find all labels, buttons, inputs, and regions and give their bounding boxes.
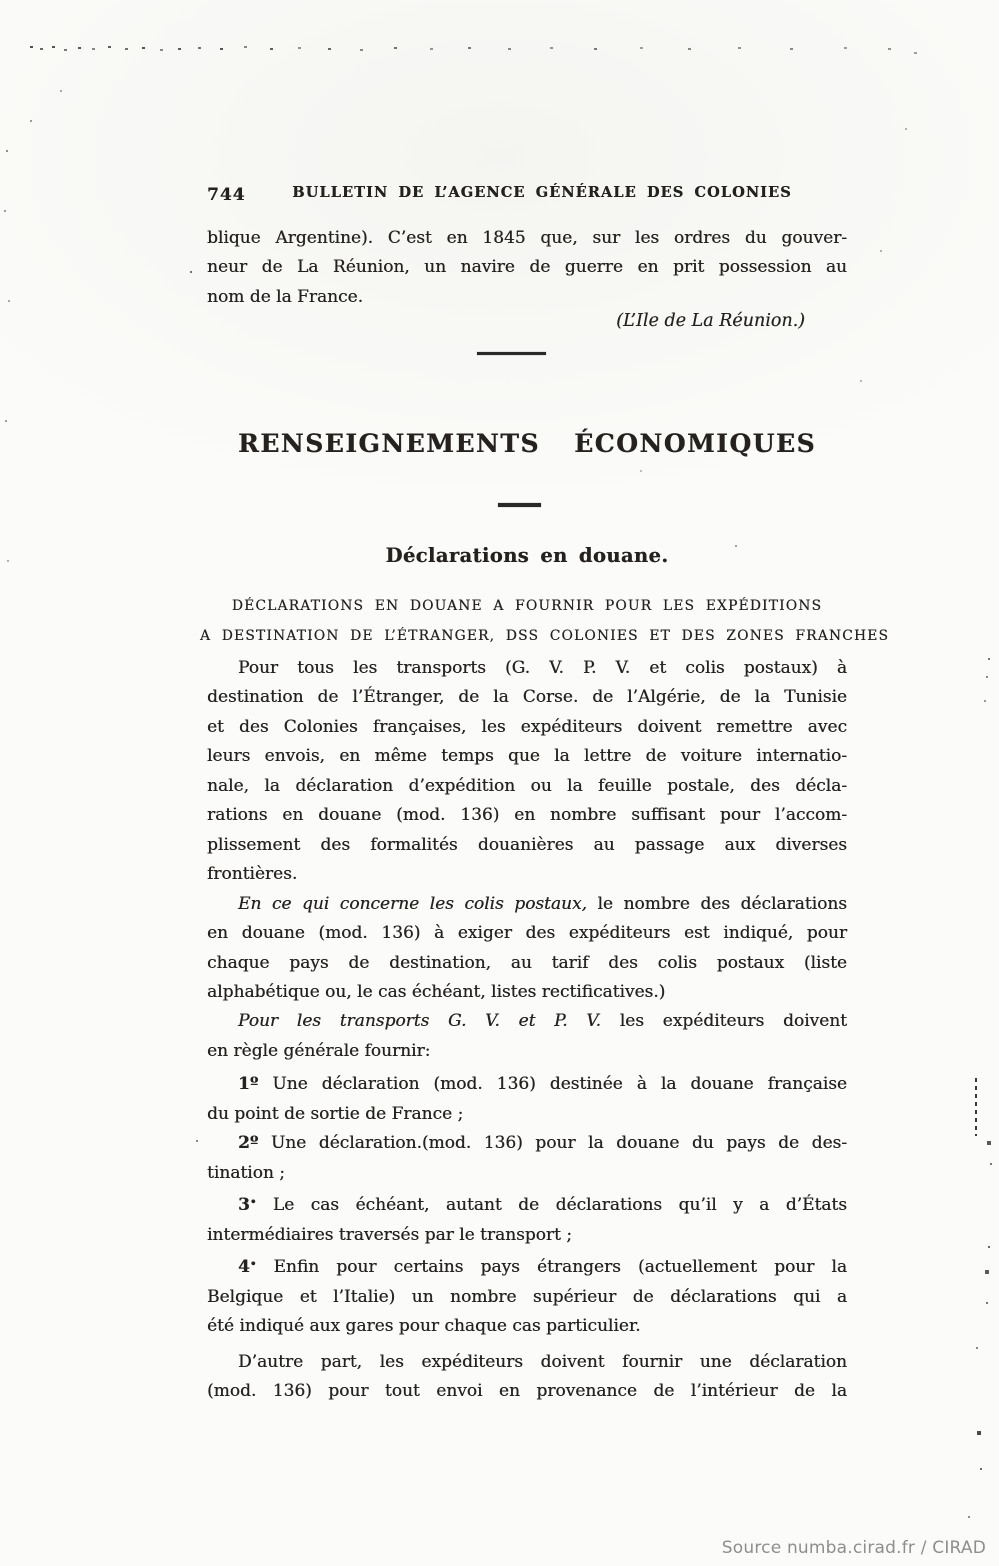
text-line (207, 1070, 847, 1099)
text-segment: tination ; (207, 1162, 285, 1183)
paragraph (207, 1129, 847, 1188)
text-line (207, 949, 847, 978)
text-segment: D’autre part, les expéditeurs doivent fournir une déclaration (238, 1351, 847, 1372)
source-watermark: Source numba.cirad.fr / CIRAD (721, 1538, 986, 1558)
text-segment: Enfin pour certains pays étrangers (actuellement pour la (256, 1257, 847, 1278)
subheading-line-1: DÉCLARATIONS EN DOUANE A FOURNIR POUR LES EXPÉDITIONS (231, 598, 823, 614)
text-line (207, 890, 847, 919)
text-line (207, 1221, 847, 1250)
scan-specks (0, 0, 2, 2)
text-line (207, 1188, 847, 1221)
scan-edge-dash (975, 1078, 977, 1136)
text-line (207, 801, 847, 830)
text-segment: leurs envois, en même temps que la lettre de voiture internatio- (207, 746, 847, 767)
text-segment: En ce qui concerne les colis postaux, (238, 893, 587, 914)
text-segment: et des Colonies françaises, les expéditeurs doivent remettre avec (207, 716, 847, 737)
paragraph (207, 1348, 847, 1407)
text-segment: Le cas échéant, autant de déclarations qu’il y a d’États (256, 1195, 847, 1216)
paragraph (207, 224, 847, 312)
text-segment: rations en douane (mod. 136) en nombre suffisant pour l’accom- (207, 805, 847, 826)
text-segment: 3 (238, 1195, 250, 1216)
text-line (207, 1007, 847, 1036)
text-line (207, 1250, 847, 1283)
subheading-line-2: A DESTINATION DE L’ÉTRANGER, DSS COLONIES ET DES ZONES FRANCHES (200, 628, 890, 644)
text-line (207, 1283, 847, 1312)
text-segment: Une déclaration.(mod. 136) pour la douane du pays de des- (258, 1133, 847, 1154)
text-line (207, 1312, 847, 1341)
text-segment: • (249, 1258, 257, 1271)
text-line (207, 713, 847, 742)
paragraph (207, 890, 847, 1008)
text-segment: nale, la déclaration d’expédition ou la feuille postale, des décla- (207, 775, 847, 796)
text-segment: frontières. (207, 864, 298, 885)
text-segment: Pour tous les transports (G. V. P. V. et colis postaux) à (238, 658, 847, 678)
text-line (207, 1037, 847, 1066)
text-segment: intermédiaires traversés par le transport ; (207, 1224, 573, 1245)
text-segment: alphabétique ou, le cas échéant, listes rectificatives.) (207, 981, 666, 1002)
text-line (207, 654, 847, 683)
intro-paragraph (207, 224, 847, 312)
paragraph (207, 1250, 847, 1341)
text-line (207, 742, 847, 771)
text-segment: (mod. 136) pour tout envoi en provenance de l’intérieur de la (207, 1381, 847, 1402)
separator-rule (477, 352, 546, 355)
text-line (207, 860, 847, 889)
text-segment: Une déclaration (mod. 136) destinée à la douane française (258, 1074, 847, 1095)
text-line (207, 283, 847, 312)
paragraph (207, 1007, 847, 1066)
separator-rule (498, 503, 541, 507)
running-title: BULLETIN DE L’AGENCE GÉNÉRALE DES COLONIES (292, 184, 792, 201)
text-segment: en douane (mod. 136) à exiger des expéditeurs est indiqué, pour (207, 923, 847, 944)
text-segment: les expéditeurs doivent (601, 1011, 847, 1032)
attribution: (L’Ile de La Réunion.) (616, 311, 805, 331)
text-segment: Belgique et l’Italie) un nombre supérieur de déclarations qui a (207, 1286, 847, 1307)
text-segment: été indiqué aux gares pour chaque cas particulier. (207, 1316, 641, 1337)
page-number: 744 (207, 185, 246, 205)
paragraph (207, 1188, 847, 1250)
text-segment: 1º (238, 1074, 259, 1095)
text-segment: • (249, 1196, 257, 1209)
text-segment: destination de l’Étranger, de la Corse. de l’Algérie, de la Tunisie (207, 687, 847, 708)
text-line (207, 1100, 847, 1129)
text-line (207, 224, 847, 253)
page-header (207, 184, 847, 208)
body-text (207, 654, 847, 1407)
text-segment: 4 (238, 1257, 250, 1278)
paragraph (207, 1070, 847, 1129)
text-segment: chaque pays de destination, au tarif des colis postaux (liste (207, 952, 847, 973)
text-line (207, 831, 847, 860)
text-segment: blique Argentine). C’est en 1845 que, sur les ordres du gouver- (207, 228, 847, 248)
text-segment: neur de La Réunion, un navire de guerre en prit possession au (207, 257, 847, 278)
text-segment: du point de sortie de France ; (207, 1103, 464, 1124)
text-line (207, 978, 847, 1007)
text-line (207, 919, 847, 948)
text-segment: le nombre des déclarations (586, 893, 847, 914)
text-segment: plissement des formalités douanières au passage aux diverses (207, 834, 847, 855)
text-segment: en règle générale fournir: (207, 1040, 431, 1061)
text-segment: 2º (238, 1133, 259, 1154)
article-subheading (200, 591, 890, 651)
text-segment: nom de la France. (207, 286, 364, 307)
text-segment: Pour les transports G. V. et P. V. (238, 1011, 601, 1032)
text-line (207, 1377, 847, 1406)
text-line (207, 1348, 847, 1377)
text-line (207, 253, 847, 282)
text-line (207, 772, 847, 801)
text-line (207, 683, 847, 712)
text-line (207, 1129, 847, 1158)
paragraph (207, 654, 847, 890)
section-title: RENSEIGNEMENTS ÉCONOMIQUES (237, 429, 817, 458)
article-heading: Déclarations en douane. (385, 544, 669, 567)
text-line (207, 1159, 847, 1188)
scan-noise-band (30, 46, 33, 48)
